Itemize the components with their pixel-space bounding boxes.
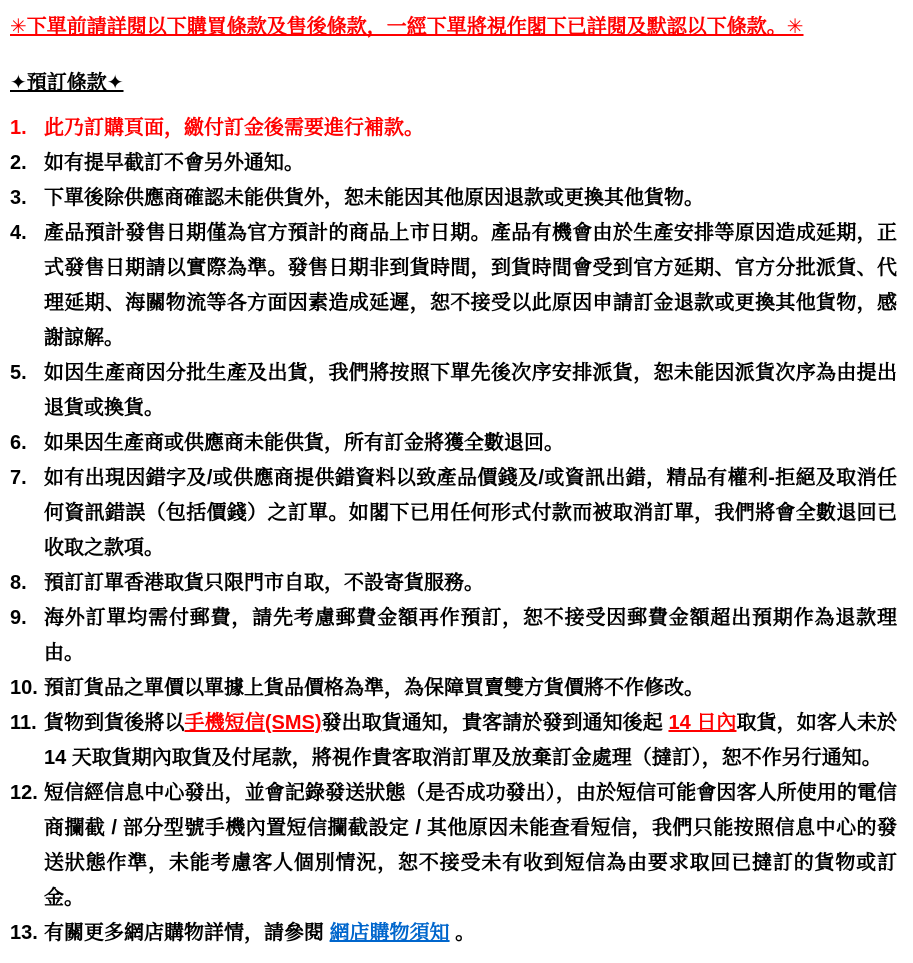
term-item-12 xyxy=(10,776,897,916)
term-text xyxy=(44,111,897,146)
term-item-11 xyxy=(10,706,897,776)
section-title: ✦預訂條款✦ xyxy=(10,72,124,94)
text-segment: 如有出現因錯字及/或供應商提供錯資料以致產品價錢及/或資訊出錯，精品有權利-拒絕及取消任何資訊錯誤（包括價錢）之訂單。如閣下已用任何形式付款而被取消訂單，我們將會全數退回已收取之款項。 xyxy=(44,467,897,559)
text-segment: 貨物到貨後將以 xyxy=(44,712,185,734)
term-item-9 xyxy=(10,601,897,671)
page-title: ✳下單前請詳閱以下購買條款及售後條款，一經下單將視作閣下已詳閱及默認以下條款。✳ xyxy=(10,16,804,38)
term-text xyxy=(44,181,897,216)
text-segment: 海外訂單均需付郵費，請先考慮郵費金額再作預訂，恕不接受因郵費金額超出預期作為退款理由。 xyxy=(44,607,897,664)
text-segment: 發出取貨通知，貴客請於發到通知後起 xyxy=(321,712,669,734)
term-item-10 xyxy=(10,671,897,706)
term-number: 8. xyxy=(10,572,27,594)
text-segment: 預訂訂單香港取貨只限門市自取，不設寄貨服務。 xyxy=(44,572,484,594)
term-item-4 xyxy=(10,216,897,356)
term-item-2 xyxy=(10,146,897,181)
term-number: 12. xyxy=(10,782,38,804)
term-number: 2. xyxy=(10,152,27,174)
term-number: 5. xyxy=(10,362,27,384)
term-text xyxy=(44,426,897,461)
term-item-3 xyxy=(10,181,897,216)
text-segment: 下單後除供應商確認未能供貨外，恕未能因其他原因退款或更換其他貨物。 xyxy=(44,187,704,209)
term-text xyxy=(44,601,897,671)
term-number: 9. xyxy=(10,607,27,629)
text-segment: 如有提早截訂不會另外通知。 xyxy=(44,152,304,174)
term-item-13 xyxy=(10,916,897,951)
text-segment: 此乃訂購頁面，繳付訂金後需要進行補款。 xyxy=(44,117,424,139)
term-text xyxy=(44,706,897,776)
highlighted-text: 手機短信(SMS) xyxy=(184,712,322,734)
term-item-1 xyxy=(10,111,897,146)
term-text xyxy=(44,356,897,426)
term-text xyxy=(44,916,897,951)
text-segment: 。 xyxy=(449,922,476,944)
term-text xyxy=(44,776,897,916)
term-text xyxy=(44,216,897,356)
term-text xyxy=(44,461,897,566)
term-text xyxy=(44,146,897,181)
term-number: 1. xyxy=(10,117,27,139)
term-number: 4. xyxy=(10,222,27,244)
term-text xyxy=(44,671,897,706)
term-item-7 xyxy=(10,461,897,566)
term-number: 13. xyxy=(10,922,38,944)
text-segment: 產品預計發售日期僅為官方預計的商品上市日期。產品有機會由於生產安排等原因造成延期，正式發售日期請以實際為準。發售日期非到貨時間，到貨時間會受到官方延期、官方分批派貨、代理延期、海關物流等各方面因素造成延遲，恕不接受以此原因申請訂金退款或更換其他貨物，感謝諒解。 xyxy=(44,222,897,349)
shop-notice-link[interactable]: 網店購物須知 xyxy=(329,922,450,944)
term-number: 7. xyxy=(10,467,27,489)
term-number: 3. xyxy=(10,187,27,209)
text-segment: 預訂貨品之單價以單據上貨品價格為準，為保障買賣雙方貨價將不作修改。 xyxy=(44,677,704,699)
highlighted-text: 14 日內 xyxy=(668,712,737,734)
text-segment: 取貨，如客人未於 14 天取貨期內取貨及付尾款，將視作貴客取消訂單及放棄訂金處理（撻訂），恕不作另行通知。 xyxy=(44,712,898,769)
term-number: 6. xyxy=(10,432,27,454)
term-text xyxy=(44,566,897,601)
term-number: 10. xyxy=(10,677,38,699)
terms-list xyxy=(10,111,897,951)
text-segment: 有關更多網店購物詳情，請參閱 xyxy=(44,922,330,944)
text-segment: 短信經信息中心發出，並會記錄發送狀態（是否成功發出），由於短信可能會因客人所使用的電信商攔截 / 部分型號手機內置短信攔截設定 / 其他原因未能查看短信，我們只能按照信息中心的發送狀態作準，未能考慮客人個別情況，恕不接受未有收到短信為由要求取回已撻訂的貨物或訂金。 xyxy=(44,782,897,909)
term-number: 11. xyxy=(10,712,37,734)
term-item-5 xyxy=(10,356,897,426)
text-segment: 如因生產商因分批生產及出貨，我們將按照下單先後次序安排派貨，恕未能因派貨次序為由提出退貨或換貨。 xyxy=(44,362,897,419)
text-segment: 如果因生產商或供應商未能供貨，所有訂金將獲全數退回。 xyxy=(44,432,564,454)
term-item-6 xyxy=(10,426,897,461)
term-item-8 xyxy=(10,566,897,601)
